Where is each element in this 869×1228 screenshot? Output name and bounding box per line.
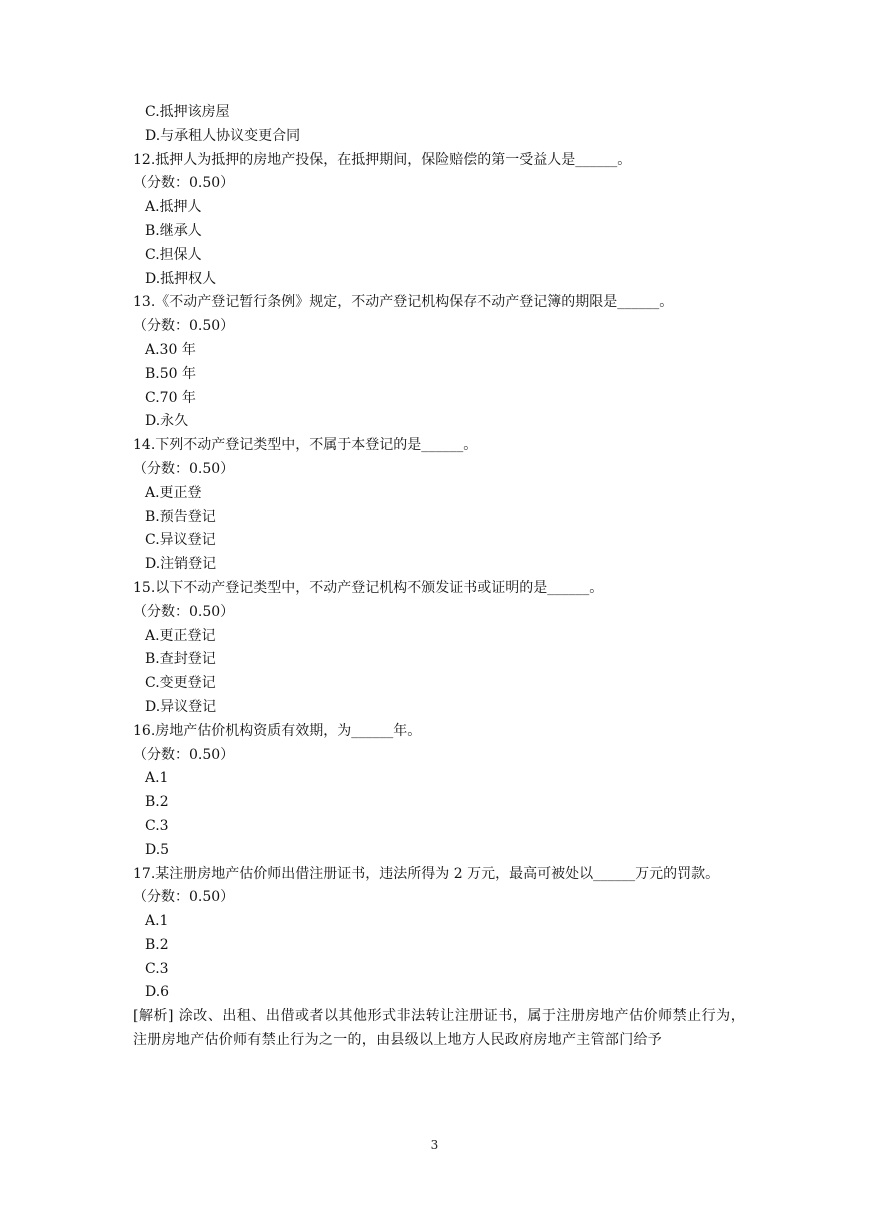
option-c: C.变更登记 [145, 675, 216, 692]
question-score: （分数：0.50） [133, 460, 235, 477]
option-b: B.50 年 [145, 365, 197, 382]
option-b: B.查封登记 [145, 651, 216, 668]
question-stem: 12.抵押人为抵押的房地产投保，在抵押期间，保险赔偿的第一受益人是______。 [133, 151, 632, 168]
option-a: A.30 年 [145, 341, 196, 358]
page-number: 3 [430, 1138, 439, 1152]
option-a: A.更正登 [145, 484, 202, 501]
q11-option-d: D.与承租人协议变更合同 [145, 127, 301, 144]
option-b: B.2 [145, 936, 169, 953]
question-15 [133, 577, 745, 720]
question-score: （分数：0.50） [133, 603, 235, 620]
option-a: A.更正登记 [145, 627, 216, 644]
option-c: C.3 [145, 817, 169, 834]
question-stem: 16.房地产估价机构资质有效期，为______年。 [133, 722, 422, 739]
page-content [133, 101, 745, 1053]
question-stem: 15.以下不动产登记类型中，不动产登记机构不颁发证书或证明的是______。 [133, 579, 604, 596]
question-score: （分数：0.50） [133, 175, 235, 192]
analysis-paragraph: [解析] 涂改、出租、出借或者以其他形式非法转让注册证书，属于注册房地产估价师禁止行为，注册房地产估价师有禁止行为之一的，由县级以上地方人民政府房地产主管部门给予 [133, 1008, 745, 1049]
question-16 [133, 720, 745, 863]
option-a: A.抵押人 [145, 199, 202, 216]
option-c: C.异议登记 [145, 532, 216, 549]
option-c: C.担保人 [145, 246, 202, 263]
option-a: A.1 [145, 770, 169, 787]
q11-option-c: C.抵押该房屋 [145, 104, 230, 120]
question-13 [133, 291, 745, 434]
option-c: C.3 [145, 960, 169, 977]
question-17 [133, 863, 745, 1006]
option-d: D.注销登记 [145, 556, 217, 573]
option-d: D.5 [145, 841, 170, 858]
question-stem: 14.下列不动产登记类型中，不属于本登记的是______。 [133, 437, 478, 454]
question-14 [133, 434, 745, 577]
option-b: B.继承人 [145, 222, 202, 239]
question-stem: 17.某注册房地产估价师出借注册证书，违法所得为 2 万元，最高可被处以______万元的罚款。 [133, 865, 720, 882]
option-d: D.异议登记 [145, 698, 217, 715]
option-a: A.1 [145, 913, 169, 930]
question-score: （分数：0.50） [133, 318, 235, 335]
question-stem: 13.《不动产登记暂行条例》规定，不动产登记机构保存不动产登记簿的期限是______。 [133, 294, 674, 311]
question-score: （分数：0.50） [133, 889, 235, 906]
option-c: C.70 年 [145, 389, 196, 406]
option-d: D.永久 [145, 413, 189, 430]
option-d: D.抵押权人 [145, 270, 217, 287]
question-12 [133, 149, 745, 292]
option-b: B.2 [145, 794, 169, 811]
option-b: B.预告登记 [145, 508, 216, 525]
option-d: D.6 [145, 984, 170, 1001]
question-score: （分数：0.50） [133, 746, 235, 763]
